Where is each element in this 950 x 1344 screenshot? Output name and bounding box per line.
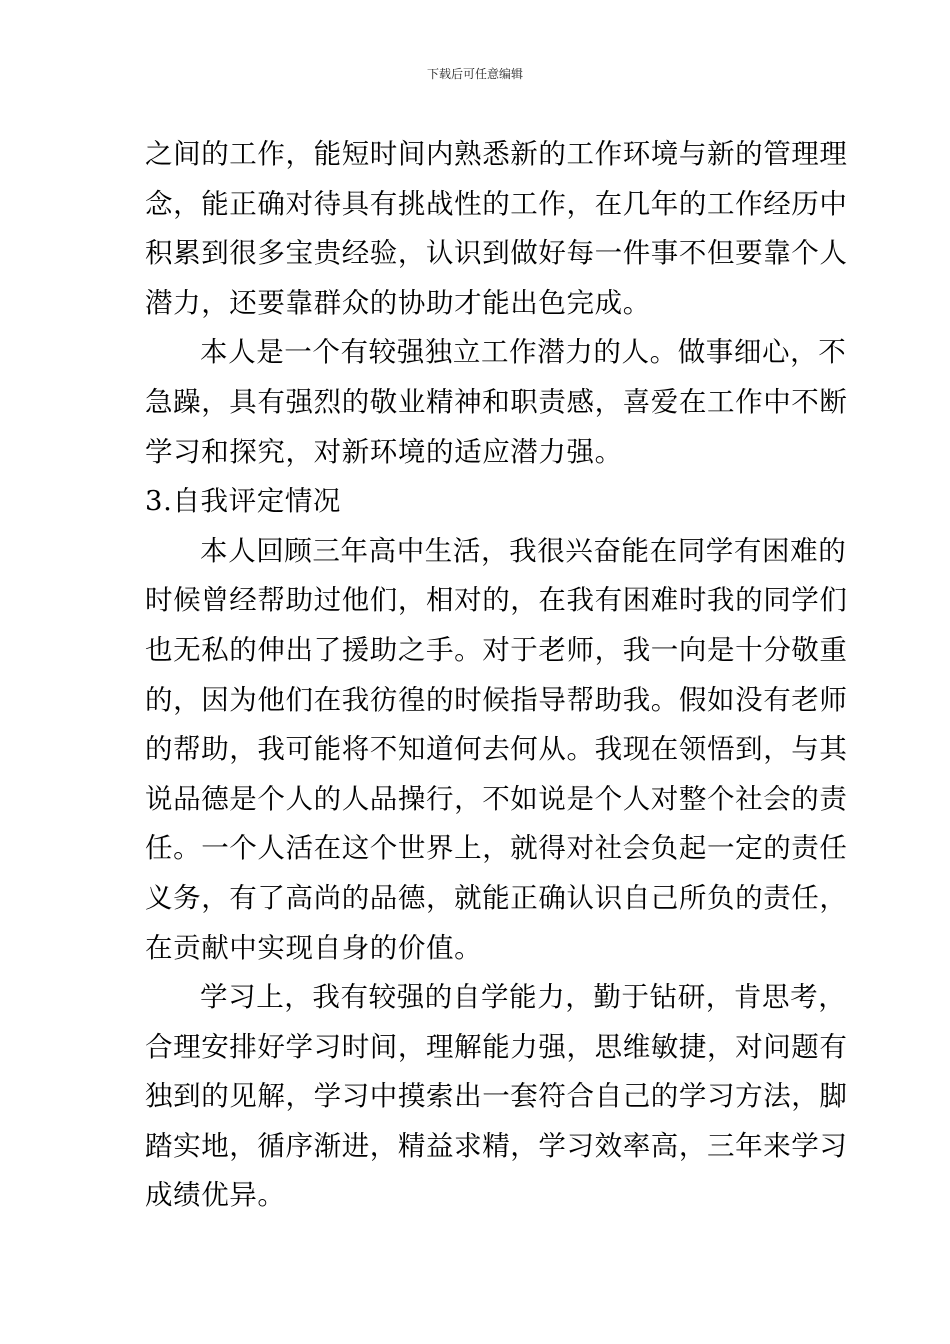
text-line: 学习上，我有较强的自学能力，勤于钻研，肯思考， — [200, 981, 847, 1014]
text-line: 义务，有了高尚的品德，就能正确认识自己所负的责任， — [145, 881, 848, 914]
text-line: 时候曾经帮助过他们，相对的，在我有困难时我的同学们 — [145, 584, 848, 617]
text-line: 的帮助，我可能将不知道何去何从。我现在领悟到，与其 — [145, 733, 848, 766]
paragraph-self-evaluation — [145, 527, 848, 973]
paragraph-personal-traits — [145, 328, 848, 477]
page-header: 下载后可任意编辑 — [426, 67, 523, 81]
document-body — [145, 130, 848, 1221]
text-line: 踏实地，循序渐进，精益求精，学习效率高，三年来学习 — [145, 1129, 848, 1162]
text-line: 之间的工作，能短时间内熟悉新的工作环境与新的管理理 — [145, 138, 848, 170]
text-line: 本人回顾三年高中生活，我很兴奋能在同学有困难的 — [200, 534, 847, 567]
text-line: 说品德是个人的人品操行，不如说是个人对整个社会的责 — [145, 782, 848, 815]
text-line: 念，能正确对待具有挑战性的工作，在几年的工作经历中 — [145, 187, 848, 220]
text-line: 的，因为他们在我彷徨的时候指导帮助我。假如没有老师 — [145, 683, 848, 716]
text-line: 成绩优异。 — [145, 1179, 286, 1212]
text-line: 积累到很多宝贵经验，认识到做好每一件事不但要靠个人 — [145, 237, 848, 270]
text-line: 也无私的伸出了援助之手。对于老师，我一向是十分敬重 — [145, 633, 848, 666]
paragraph-work-experience — [145, 130, 848, 328]
text-line: 合理安排好学习时间，理解能力强，思维敏捷，对问题有 — [145, 1030, 848, 1063]
text-line: 在贡献中实现自身的价值。 — [145, 931, 483, 964]
text-line: 潜力，还要靠群众的协助才能出色完成。 — [145, 286, 651, 319]
text-line: 学习和探究，对新环境的适应潜力强。 — [145, 435, 623, 468]
heading-text: 3.自我评定情况 — [145, 485, 342, 518]
text-line: 本人是一个有较强独立工作潜力的人。做事细心，不 — [200, 336, 847, 369]
section-heading — [145, 477, 810, 527]
text-line: 独到的见解，学习中摸索出一套符合自己的学习方法，脚 — [145, 1080, 848, 1113]
paragraph-study — [145, 973, 848, 1221]
text-line: 急躁，具有强烈的敬业精神和职责感，喜爱在工作中不断 — [145, 385, 848, 418]
text-line: 任。一个人活在这个世界上，就得对社会负起一定的责任 — [145, 832, 848, 865]
